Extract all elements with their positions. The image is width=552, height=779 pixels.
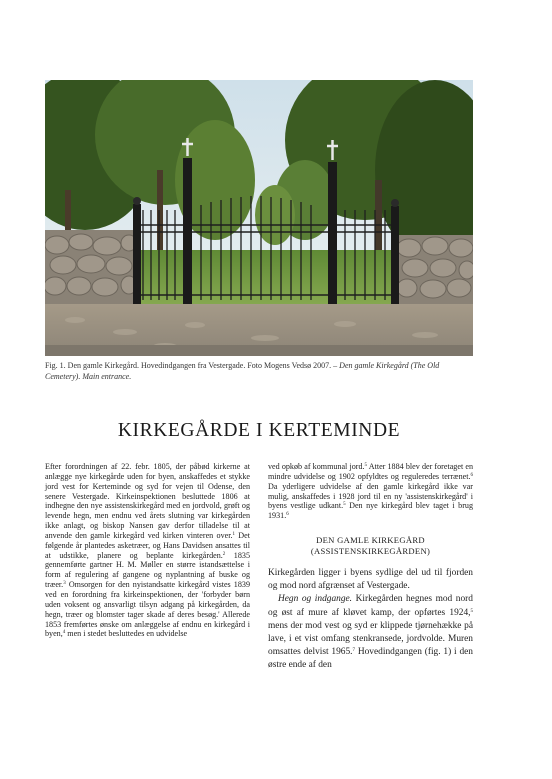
footnote-ref: 7 bbox=[352, 648, 356, 654]
text-run: Kirkegården hegnes mod nord og øst af mure af kløvet kamp, der opførtes 1924, bbox=[268, 594, 473, 618]
text-run: men i stedet besluttedes en udvidelse bbox=[65, 629, 188, 639]
section-heading-line2: (ASSISTENSKIRKEGÅRDEN) bbox=[310, 546, 431, 557]
left-paragraph bbox=[45, 462, 250, 639]
footnote-ref: 6 bbox=[470, 472, 473, 478]
text-run: Atter 1884 blev der foretaget en mindre udvidelse og 1902 opfyldtes og reguleredes terrænet. bbox=[268, 462, 473, 481]
right-column bbox=[268, 462, 473, 673]
caption-main-text: Fig. 1. Den gamle Kirkegård. Hovedindgangen fra Vestergade. Foto Mogens Vedsø 2007. – bbox=[45, 361, 340, 370]
footnote-ref: 5 bbox=[343, 502, 346, 508]
left-column bbox=[45, 462, 250, 639]
footnote-ref: 6 bbox=[286, 512, 289, 518]
caption-english-text: Den gamle Kirkegård (The Old Cemetery). Main entrance. bbox=[45, 361, 440, 381]
footnote-ref: 3 bbox=[63, 581, 66, 587]
text-run: Det følgende år plantedes asketræer, og Hans Davidsen ansattes til at udstikke, planere og beplante kirkegården. bbox=[45, 530, 250, 560]
article-title: KIRKEGÅRDE I KERTEMINDE bbox=[117, 420, 401, 441]
photo-illustration bbox=[45, 80, 473, 356]
footnote-ref: 1 bbox=[232, 531, 235, 537]
right-paragraph bbox=[268, 462, 473, 521]
text-run: Efter forordningen af 22. febr. 1805, der påbød kirkerne at anlægge nye kirkegårde uden for byen, anskaffedes et stykke jord vest for Kerteminde og syd for vejen til Odense, den senere Vestergade. Kirkeinspektionen besluttede 1806 at indhegne den nye assistenskirkegård med en jordvold, grøft og levende hegn, men endnu ved årets slutning var kirkegården ikke anlagt, og biskop Nansen gav derfor tilladelse til at anvende den gamle kirkegård ved kirken vinteren over. bbox=[45, 462, 250, 540]
footnote-ref: 5 bbox=[364, 463, 368, 468]
text-run: mens der mod vest og syd er klippede tjørnehække på lave, i et vist omfang stenkransede, jordvolde. Muren omsattes delvist 1965. bbox=[268, 620, 473, 658]
text-run: Den nye kirkegård blev taget i brug 1931. bbox=[268, 501, 473, 521]
text-run: Da yderligere udvidelse af den gamle kirkegård ikke var mulig, anskaffedes i 1928 jord til en ny 'assistenskirkegård' i byens vestlige udkant. bbox=[268, 481, 473, 511]
text-run: 1835 gennemførte gartner H. M. Møller en større istandsættelse i form af regulering af gangene og nyplantning af buske og træer. bbox=[45, 550, 250, 590]
footnote-ref: 2 bbox=[222, 551, 226, 557]
footnote-ref: 4 bbox=[62, 630, 66, 636]
section-heading bbox=[268, 535, 473, 557]
text-run: ved opkøb af kommunal jord. bbox=[268, 462, 365, 471]
run-in-heading: Hegn og indgange. bbox=[278, 594, 353, 605]
section-paragraph: Kirkegården ligger i byens sydlige del ud til fjorden og mod nord afgrænset af Vestergade. bbox=[268, 568, 473, 592]
section-heading-line1: DEN GAMLE KIRKEGÅRD bbox=[316, 535, 425, 546]
figure-caption bbox=[45, 361, 475, 382]
cemetery-entrance-photo bbox=[45, 80, 473, 356]
section-body bbox=[268, 567, 473, 673]
text-run: Omsorgen for den nyistandsatte kirkegård vistes 1839 ved en forordning fra kirkeinspektionen, der 'forbyder børn uden voksent og ansvarligt tilsyn adgang på kirkegården, da hegn, træer og blomster tager skade af deres besøg.' Allerede 1853 fremførtes ønske om anlæggelse af endnu en kirkegård i byen, bbox=[45, 580, 250, 639]
footnote-ref: 5 bbox=[470, 608, 473, 614]
text-run: Hovedindgangen (fig. 1) i den østre ende af den bbox=[268, 647, 473, 671]
section-paragraph-hegn bbox=[268, 593, 473, 672]
